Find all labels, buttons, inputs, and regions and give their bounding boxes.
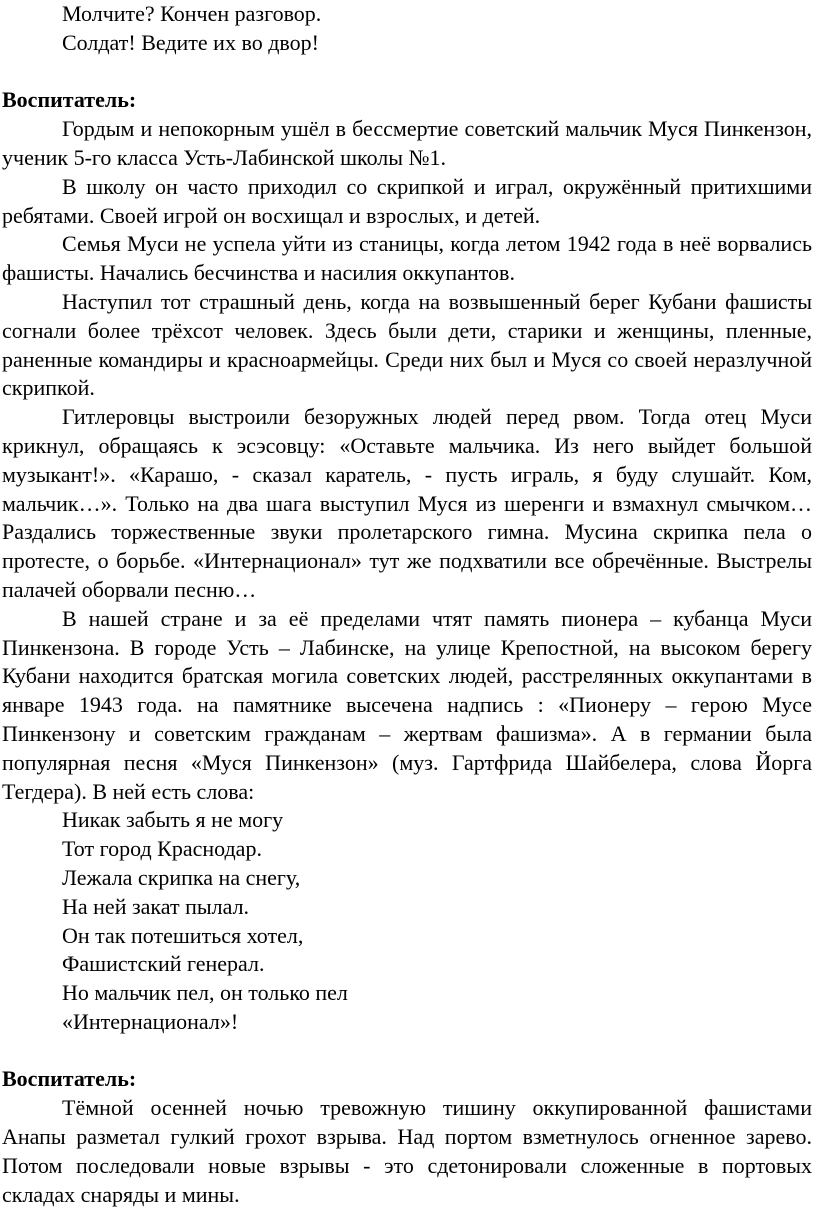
poem-line: Лежала скрипка на снегу, — [62, 864, 301, 890]
spacer — [2, 1037, 812, 1066]
paragraph: В нашей стране и за её пределами чтят память пионера – кубанца Муси Пинкензона. В городе Усть – Лабинске, на улице Крепостной, на высоком берегу Кубани находится братская могила советских людей, расстрелянных оккупантами в январе 1943 года. на памятнике высечена надпись : «Пионеру – герою Мусе Пинкензону и советским гражданам – жертвам фашизма». А в германии была популярная песня «Муся Пинкензон» (муз. Гартфрида Шайбелера, слова Йорга Тегдера). В ней есть слова: — [2, 605, 812, 804]
paragraph: Семья Муси не успела уйти из станицы, когда летом 1942 года в неё ворвались фашисты. Начались бесчинства и насилия оккупантов. — [2, 231, 812, 286]
paragraph: Гордым и непокорным ушёл в бессмертие советский мальчик Муся Пинкензон, ученик 5-го класса Усть-Лабинской школы №1. — [2, 116, 812, 170]
paragraph: В школу он часто приходил со скрипкой и играл, окружённый притихшими ребятами. Своей игрой он восхищал и взрослых, и детей. — [2, 173, 812, 228]
poem-line: На ней закат пылал. — [62, 893, 250, 919]
poem-line: Никак забыть я не могу — [62, 807, 284, 833]
dialogue-line-2: Солдат! Ведите их во двор! — [62, 29, 319, 55]
paragraph: Тёмной осенней ночью тревожную тишину оккупированной фашистами Анапы разметал гулкий грохот взрыва. Над портом взметнулось огненное зарево. Потом последовали новые взрывы - это сдетонировали сложенные в портовых складах снаряды и мины. — [2, 1095, 812, 1207]
spacer — [2, 58, 812, 87]
poem-line: «Интернационал»! — [62, 1008, 239, 1034]
paragraph: Гитлеровцы выстроили безоружных людей перед рвом. Тогда отец Муси крикнул, обращаясь к эсэсовцу: «Оставьте мальчика. Из него выйдет большой музыкант!». «Карашо, - сказал каратель, - пусть играль, я буду слушайт. Ком, мальчик…». Только на два шага выступил Муся из шеренги и взмахнул смычком… Раздались торжественные звуки пролетарского гимна. Мусина скрипка пела о протесте, о борьбе. «Интернационал» тут же подхватили все обречённые. Выстрелы палачей оборвали песню… — [2, 404, 812, 602]
poem-line: Но мальчик пел, он только пел — [62, 980, 348, 1006]
speaker-label: Воспитатель: — [2, 1066, 137, 1092]
poem-line: Фашистский генерал. — [62, 951, 265, 977]
speaker-label: Воспитатель: — [2, 87, 137, 113]
poem-line: Тот город Краснодар. — [62, 836, 262, 862]
poem-block — [2, 806, 812, 1036]
poem-line: Он так потешиться хотел, — [62, 922, 304, 948]
paragraph: Наступил тот страшный день, когда на возвышенный берег Кубани фашисты согнали более трёхсот человек. Здесь были дети, старики и женщины, пленные, раненные командиры и красноармейцы. Среди них был и Муся со своей неразлучной скрипкой. — [2, 288, 812, 401]
dialogue-line-1: Молчите? Кончен разговор. — [62, 1, 322, 26]
